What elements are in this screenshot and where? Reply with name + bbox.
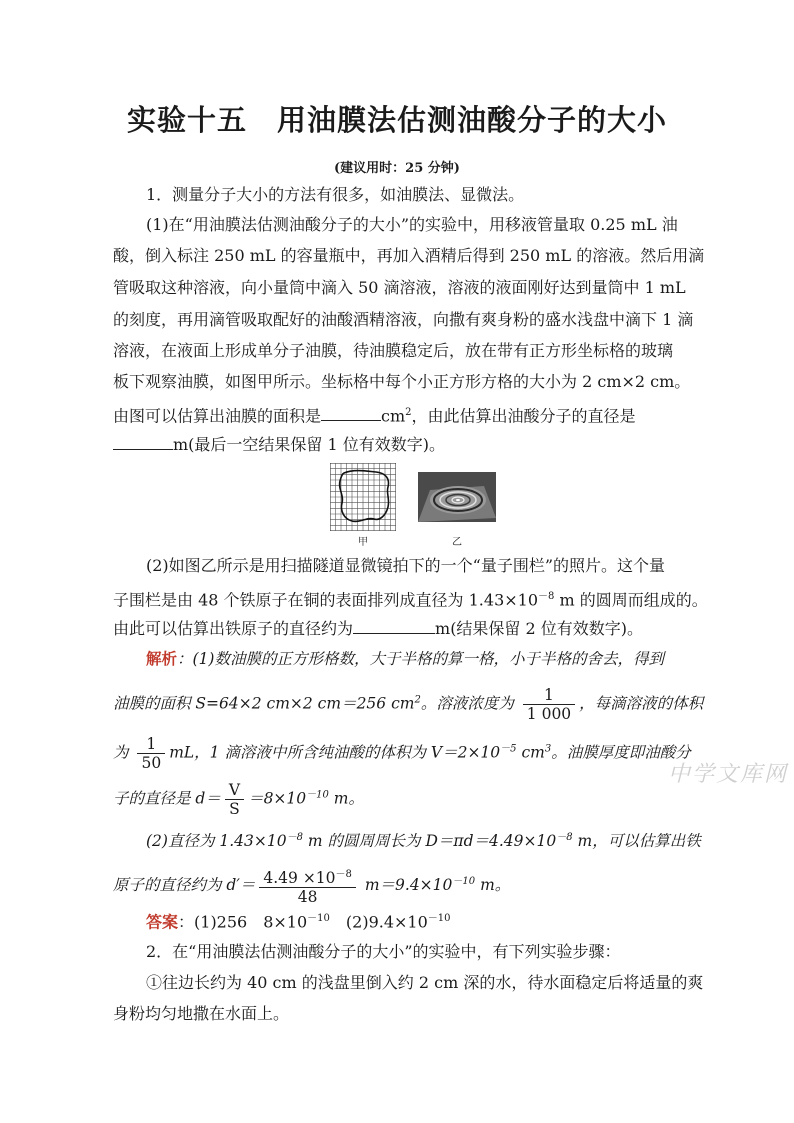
q1-text: m(结果保留 2 位有效数字)。 [435, 619, 644, 638]
fraction-atom-diameter [259, 866, 356, 906]
solution-text: 。油膜厚度即油酸分 [551, 743, 691, 762]
fraction-v-over-s [225, 781, 244, 818]
q1-text: 由图可以估算出油膜的面积是 [113, 406, 322, 426]
exponent: －8 [556, 832, 573, 843]
exponent: －10 [307, 913, 330, 924]
exponent: －10 [306, 789, 329, 801]
q1-p1-line: 溶液，在液面上形成单分子油膜，待油膜稳定后，放在带有正方形坐标格的玻璃 [113, 341, 674, 360]
answer-text: ：(1)256 8×10 [178, 912, 308, 932]
q1-text: ，由此估算出油酸分子的直径是 [411, 406, 636, 426]
q1-text: m 的圆周而组成的。 [554, 590, 708, 610]
solution-text: 为 [113, 743, 129, 762]
figure-label-yi: 乙 [452, 537, 462, 548]
fraction-denominator: 1 000 [526, 705, 572, 723]
fraction-denominator: 48 [297, 888, 318, 907]
fraction-drop-volume [137, 735, 165, 772]
answer-line [146, 908, 451, 933]
solution-line [146, 648, 664, 670]
solution-text: m。 [475, 876, 511, 895]
solution-text: mL，1 滴溶液中所含纯油酸的体积为 V＝2×10 [169, 743, 501, 762]
solution-line [113, 781, 364, 818]
diameter-answer-blank [113, 433, 173, 450]
area-answer-blank [321, 404, 381, 421]
figure-oil-film-grid [330, 463, 396, 531]
solution-text: 油膜的面积 S=64×2 cm×2 cm＝256 cm [113, 694, 415, 713]
figure-quantum-corral-photo [418, 472, 496, 522]
exponent: －8 [538, 591, 555, 602]
q1-p2-line: (2)如图乙所示是用扫描隧道显微镜拍下的一个“量子围栏”的照片。这个量 [146, 556, 666, 575]
solution-text: ：(1)数油膜的正方形格数，大于半格的算一格，小于半格的舍去，得到 [177, 650, 664, 668]
exponent: －5 [500, 743, 517, 755]
solution-text: (2)直径为 1.43×10 [146, 832, 287, 851]
solution-text: m，可以估算出铁 [572, 832, 701, 851]
q1-text: m(最后一空结果保留 1 位有效数字)。 [173, 435, 446, 454]
q1-text: 子围栏是由 48 个铁原子在铜的表面排列成直径为 1.43×10 [113, 590, 539, 610]
solution-text: cm [516, 743, 545, 762]
fraction-numerator: 1 [523, 686, 575, 705]
exponent: －10 [427, 913, 451, 924]
q1-p1-line: 管吸取这种溶液，向小量筒中滴入 50 滴溶液，溶液的液面刚好达到量筒中 1 mL [113, 278, 686, 297]
fraction-denominator: S [229, 800, 240, 818]
solution-line [113, 686, 703, 723]
fraction-numerator-text: 4.49 ×10 [263, 869, 336, 888]
solution-line [113, 866, 510, 906]
solution-text: 。溶液浓度为 [420, 694, 514, 713]
solution-text: m。 [328, 789, 364, 808]
page-title: 实验十五 用油膜法估测油酸分子的大小 [126, 103, 667, 137]
solution-text: 子的直径是 d＝ [113, 789, 221, 808]
iron-atom-diameter-blank [353, 617, 435, 634]
q1-p1-line: 板下观察油膜，如图甲所示。坐标格中每个小正方形方格的大小为 2 cm×2 cm。 [113, 372, 691, 391]
exponent: －8 [286, 832, 303, 843]
q1-p1-line [113, 402, 636, 427]
q2-step1-line: ①往边长约为 40 cm 的浅盘里倒入约 2 cm 深的水，待水面稳定后将适量的爽 [146, 973, 704, 992]
solution-line [113, 735, 691, 772]
answer-text: (2)9.4×10 [329, 912, 428, 932]
solution-text: ，每滴溶液的体积 [579, 694, 704, 713]
exponent: －8 [335, 869, 352, 880]
fraction-numerator: 1 [137, 735, 165, 754]
q1-p2-line [113, 617, 643, 640]
q1-p1-line: 酸，倒入标注 250 mL 的容量瓶中，再加入酒精后得到 250 mL 的溶液。然后用滴 [113, 246, 705, 265]
q1-p1-line [113, 433, 445, 456]
fraction-concentration [523, 686, 575, 723]
solution-label: 解析 [146, 649, 178, 668]
exponent: 2 [414, 694, 421, 706]
solution-line [146, 827, 701, 852]
q1-p1-line: 的刻度，再用滴管吸取配好的油酸酒精溶液，向撒有爽身粉的盛水浅盘中滴下 1 滴 [113, 310, 694, 329]
fraction-numerator: V [225, 781, 244, 800]
q1-p1-line: (1)在“用油膜法估测油酸分子的大小”的实验中，用移液管量取 0.25 mL 油 [146, 215, 678, 234]
fraction-numerator [259, 866, 356, 888]
answer-label: 答案 [146, 912, 179, 932]
solution-text: m 的圆周周长为 D＝πd＝4.49×10 [302, 832, 557, 851]
exponent: 2 [405, 407, 412, 418]
fraction-denominator: 50 [141, 754, 162, 772]
watermark: 中学文库网 [668, 762, 789, 787]
q1-text: 由此可以估算出铁原子的直径约为 [113, 619, 354, 638]
unit-cm: cm [381, 406, 406, 426]
exponent: －10 [452, 875, 476, 887]
figure-label-jia: 甲 [358, 537, 368, 548]
suggested-time: (建议用时：25 分钟) [334, 161, 460, 176]
q2-step1-line: 身粉均匀地撒在水面上。 [113, 1004, 290, 1023]
solution-text: m＝9.4×10 [359, 876, 453, 895]
q1-intro: 1．测量分子大小的方法有很多，如油膜法、显微法。 [146, 185, 525, 204]
exponent: 3 [544, 743, 552, 755]
q2-intro: 2．在“用油膜法估测油酸分子的大小”的实验中，有下列实验步骤： [146, 942, 621, 961]
solution-text: ＝8×10 [248, 789, 307, 808]
q1-p2-line [113, 586, 708, 611]
solution-text: 原子的直径约为 d′＝ [113, 876, 256, 895]
